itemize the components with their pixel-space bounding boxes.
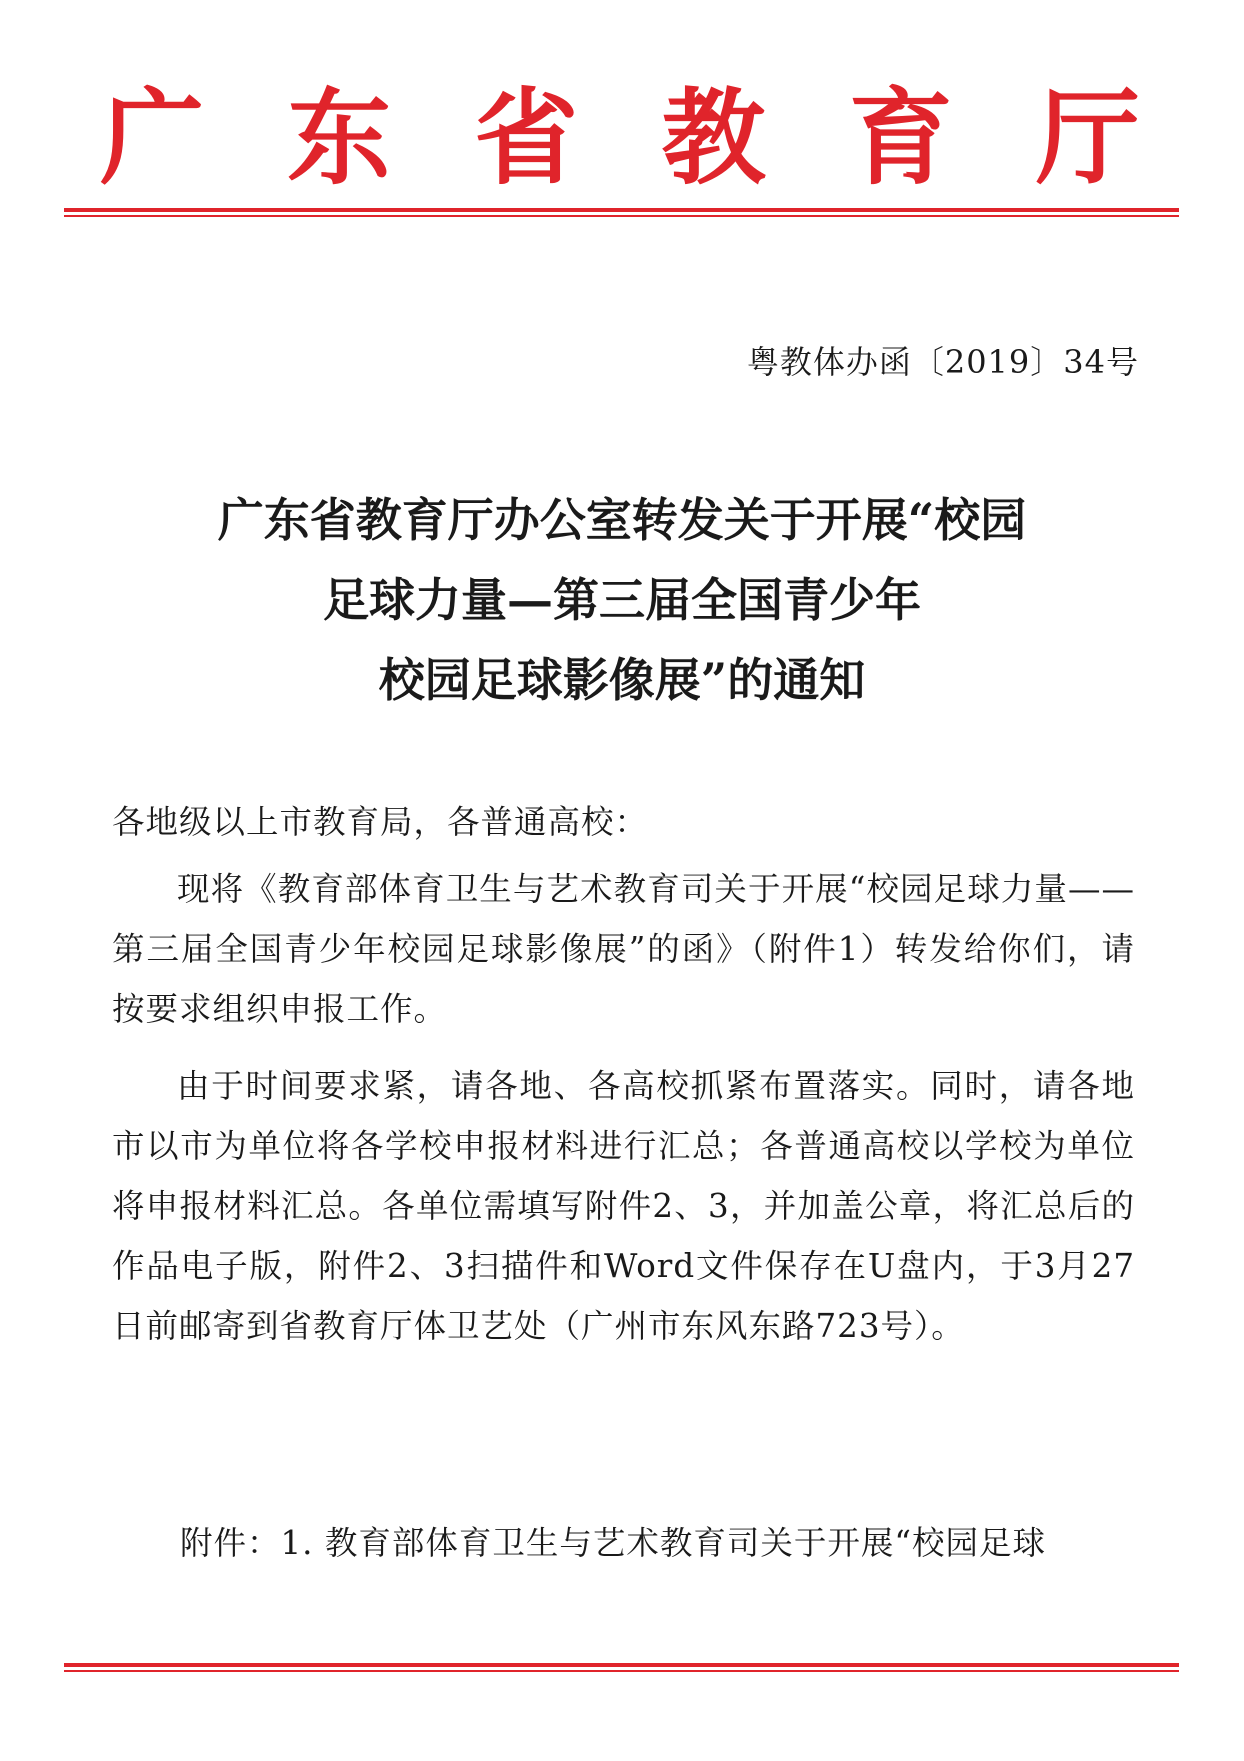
- footer-red-rule: [64, 1663, 1179, 1672]
- letterhead-char: 广: [100, 76, 205, 199]
- document-number: 粤教体办函〔2019〕34号: [746, 343, 1139, 381]
- letterhead-char: 育: [848, 76, 953, 199]
- title-line: 足球力量—第三届全国青少年: [323, 573, 921, 627]
- letterhead-char: 厅: [1035, 76, 1140, 199]
- letterhead-char: 东: [287, 76, 392, 199]
- letterhead-char: 省: [474, 76, 579, 199]
- letterhead-char: 教: [661, 76, 766, 199]
- title-line: 广东省教育厅办公室转发关于开展“校园: [217, 493, 1027, 547]
- letterhead-red-rule: [64, 208, 1179, 217]
- body-paragraph-1: 现将《教育部体育卫生与艺术教育司关于开展“校园足球力量——第三届全国青少年校园足球影像展”的函》（附件1）转发给你们，请按要求组织申报工作。: [112, 870, 1135, 1028]
- salutation: 各地级以上市教育局，各普通高校：: [112, 803, 649, 841]
- title-line: 校园足球影像展”的通知: [378, 653, 866, 707]
- body-paragraph-2: 由于时间要求紧，请各地、各高校抓紧布置落实。同时，请各地市以市为单位将各学校申报材料进行汇总；各普通高校以学校为单位将申报材料汇总。各单位需填写附件2、3，并加盖公章，将汇总后的作品电子版，附件2、3扫描件和Word文件保存在U盘内，于3月27日前邮寄到省教育厅体卫艺处（广州市东风东路723号）。: [112, 1067, 1135, 1345]
- attachment-line: 附件：1. 教育部体育卫生与艺术教育司关于开展“校园足球: [180, 1524, 1046, 1562]
- letterhead-title: [100, 78, 1140, 198]
- document-title: [0, 480, 1244, 720]
